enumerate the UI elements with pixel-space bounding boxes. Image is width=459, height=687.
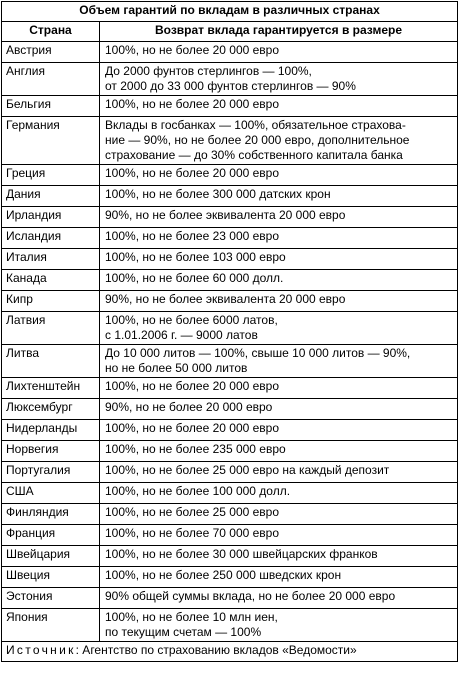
guarantee-line: 90%, но не более эквивалента 20 000 евро bbox=[105, 208, 346, 222]
table-row bbox=[2, 186, 458, 207]
source-row bbox=[2, 642, 458, 662]
guarantee-cell bbox=[100, 504, 458, 525]
country-cell: Норвегия bbox=[2, 441, 100, 462]
guarantee-cell bbox=[100, 420, 458, 441]
country-cell: Германия bbox=[2, 117, 100, 165]
guarantee-line: Вклады в госбанках — 100%, обязательное страхова- bbox=[105, 118, 406, 132]
guarantee-cell bbox=[100, 270, 458, 291]
guarantee-line: страхование — до 30% собственного капитала банка bbox=[105, 148, 403, 162]
guarantee-cell bbox=[100, 378, 458, 399]
table-title: Объем гарантий по вкладам в различных странах bbox=[2, 2, 458, 22]
guarantee-line: 100%, но не более 25 000 евро на каждый депозит bbox=[105, 463, 390, 477]
source-note bbox=[2, 642, 458, 662]
table-row bbox=[2, 312, 458, 345]
country-cell: Швеция bbox=[2, 567, 100, 588]
guarantee-line: 100%, но не более 20 000 евро bbox=[105, 379, 280, 393]
guarantee-line: 100%, но не более 70 000 евро bbox=[105, 526, 280, 540]
table-row bbox=[2, 462, 458, 483]
guarantee-line: 100%, но не более 250 000 шведских крон bbox=[105, 568, 342, 582]
table-row bbox=[2, 165, 458, 186]
country-cell: Греция bbox=[2, 165, 100, 186]
country-cell: Эстония bbox=[2, 588, 100, 609]
guarantee-line: по текущим счетам — 100% bbox=[105, 625, 262, 639]
guarantee-cell bbox=[100, 399, 458, 420]
guarantee-cell bbox=[100, 291, 458, 312]
country-cell: Австрия bbox=[2, 42, 100, 63]
country-cell: Япония bbox=[2, 609, 100, 642]
guarantee-cell bbox=[100, 312, 458, 345]
guarantee-cell bbox=[100, 249, 458, 270]
table-row bbox=[2, 609, 458, 642]
table-row bbox=[2, 207, 458, 228]
guarantee-line: 100%, но не более 25 000 евро bbox=[105, 505, 280, 519]
country-cell: Италия bbox=[2, 249, 100, 270]
country-cell: Лихтенштейн bbox=[2, 378, 100, 399]
table-row bbox=[2, 270, 458, 291]
country-cell: Бельгия bbox=[2, 96, 100, 117]
guarantee-cell bbox=[100, 609, 458, 642]
table-row bbox=[2, 441, 458, 462]
guarantee-line: ние — 90%, но не более 20 000 евро, дополнительное bbox=[105, 133, 410, 147]
guarantee-line: 100%, но не более 20 000 евро bbox=[105, 97, 280, 111]
country-cell: Литва bbox=[2, 345, 100, 378]
table-row bbox=[2, 483, 458, 504]
guarantee-cell bbox=[100, 228, 458, 249]
guarantee-line: До 2000 фунтов стерлингов — 100%, bbox=[105, 64, 312, 78]
guarantee-line: 100%, но не более 30 000 швейцарских франков bbox=[105, 547, 378, 561]
country-cell: Англия bbox=[2, 63, 100, 96]
guarantee-line: 100%, но не более 235 000 евро bbox=[105, 442, 286, 456]
source-label: Источник bbox=[6, 643, 76, 657]
guarantee-cell bbox=[100, 567, 458, 588]
table-body bbox=[2, 42, 458, 642]
guarantee-cell bbox=[100, 525, 458, 546]
guarantee-line: 100%, но не более 10 млн иен, bbox=[105, 610, 278, 624]
table-row bbox=[2, 399, 458, 420]
guarantee-line: 90%, но не более эквивалента 20 000 евро bbox=[105, 292, 346, 306]
guarantee-line: 90%, но не более 20 000 евро bbox=[105, 400, 273, 414]
guarantee-line: До 10 000 литов — 100%, свыше 10 000 литов — 90%, bbox=[105, 346, 411, 360]
table-row bbox=[2, 588, 458, 609]
country-cell: Исландия bbox=[2, 228, 100, 249]
table-row bbox=[2, 525, 458, 546]
guarantee-cell bbox=[100, 165, 458, 186]
guarantee-cell bbox=[100, 345, 458, 378]
table-row bbox=[2, 228, 458, 249]
guarantee-line: 100%, но не более 300 000 датских крон bbox=[105, 187, 331, 201]
guarantee-cell bbox=[100, 207, 458, 228]
header-row bbox=[2, 22, 458, 42]
table-row bbox=[2, 117, 458, 165]
header-guarantee: Возврат вклада гарантируется в размере bbox=[100, 22, 458, 42]
table-row bbox=[2, 546, 458, 567]
table-row bbox=[2, 420, 458, 441]
guarantee-line: 100%, но не более 103 000 евро bbox=[105, 250, 286, 264]
guarantee-line: от 2000 до 33 000 фунтов стерлингов — 90% bbox=[105, 79, 356, 93]
country-cell: Кипр bbox=[2, 291, 100, 312]
table-row bbox=[2, 291, 458, 312]
country-cell: Канада bbox=[2, 270, 100, 291]
guarantee-line: 100%, но не более 20 000 евро bbox=[105, 43, 280, 57]
country-cell: Дания bbox=[2, 186, 100, 207]
guarantee-cell bbox=[100, 546, 458, 567]
guarantee-cell bbox=[100, 483, 458, 504]
table-row bbox=[2, 96, 458, 117]
guarantee-line: 100%, но не более 60 000 долл. bbox=[105, 271, 284, 285]
table-row bbox=[2, 378, 458, 399]
table-row bbox=[2, 249, 458, 270]
guarantee-line: 100%, но не более 23 000 евро bbox=[105, 229, 280, 243]
country-cell: Швейцария bbox=[2, 546, 100, 567]
guarantee-line: с 1.01.2006 г. — 9000 латов bbox=[105, 328, 258, 342]
document bbox=[1, 1, 457, 662]
country-cell: Латвия bbox=[2, 312, 100, 345]
country-cell: Ирландия bbox=[2, 207, 100, 228]
guarantee-line: но не более 50 000 литов bbox=[105, 361, 248, 375]
country-cell: Люксембург bbox=[2, 399, 100, 420]
guarantee-cell bbox=[100, 117, 458, 165]
table-row bbox=[2, 345, 458, 378]
table-row bbox=[2, 567, 458, 588]
table-row bbox=[2, 63, 458, 96]
source-text: : Агентство по страхованию вкладов «Ведомости» bbox=[75, 643, 357, 657]
guarantee-cell bbox=[100, 186, 458, 207]
guarantee-cell bbox=[100, 441, 458, 462]
guarantee-cell bbox=[100, 63, 458, 96]
country-cell: Финляндия bbox=[2, 504, 100, 525]
guarantee-cell bbox=[100, 588, 458, 609]
guarantee-line: 100%, но не более 6000 латов, bbox=[105, 313, 278, 327]
country-cell: Нидерланды bbox=[2, 420, 100, 441]
guarantee-line: 100%, но не более 20 000 евро bbox=[105, 421, 280, 435]
guarantee-line: 90% общей суммы вклада, но не более 20 000 евро bbox=[105, 589, 396, 603]
table-row bbox=[2, 504, 458, 525]
country-cell: США bbox=[2, 483, 100, 504]
table-row bbox=[2, 42, 458, 63]
guarantee-cell bbox=[100, 42, 458, 63]
guarantee-cell bbox=[100, 462, 458, 483]
guarantee-line: 100%, но не более 100 000 долл. bbox=[105, 484, 291, 498]
guarantee-table bbox=[1, 1, 458, 662]
header-country: Страна bbox=[2, 22, 100, 42]
guarantee-cell bbox=[100, 96, 458, 117]
guarantee-line: 100%, но не более 20 000 евро bbox=[105, 166, 280, 180]
title-row bbox=[2, 2, 458, 22]
country-cell: Португалия bbox=[2, 462, 100, 483]
country-cell: Франция bbox=[2, 525, 100, 546]
